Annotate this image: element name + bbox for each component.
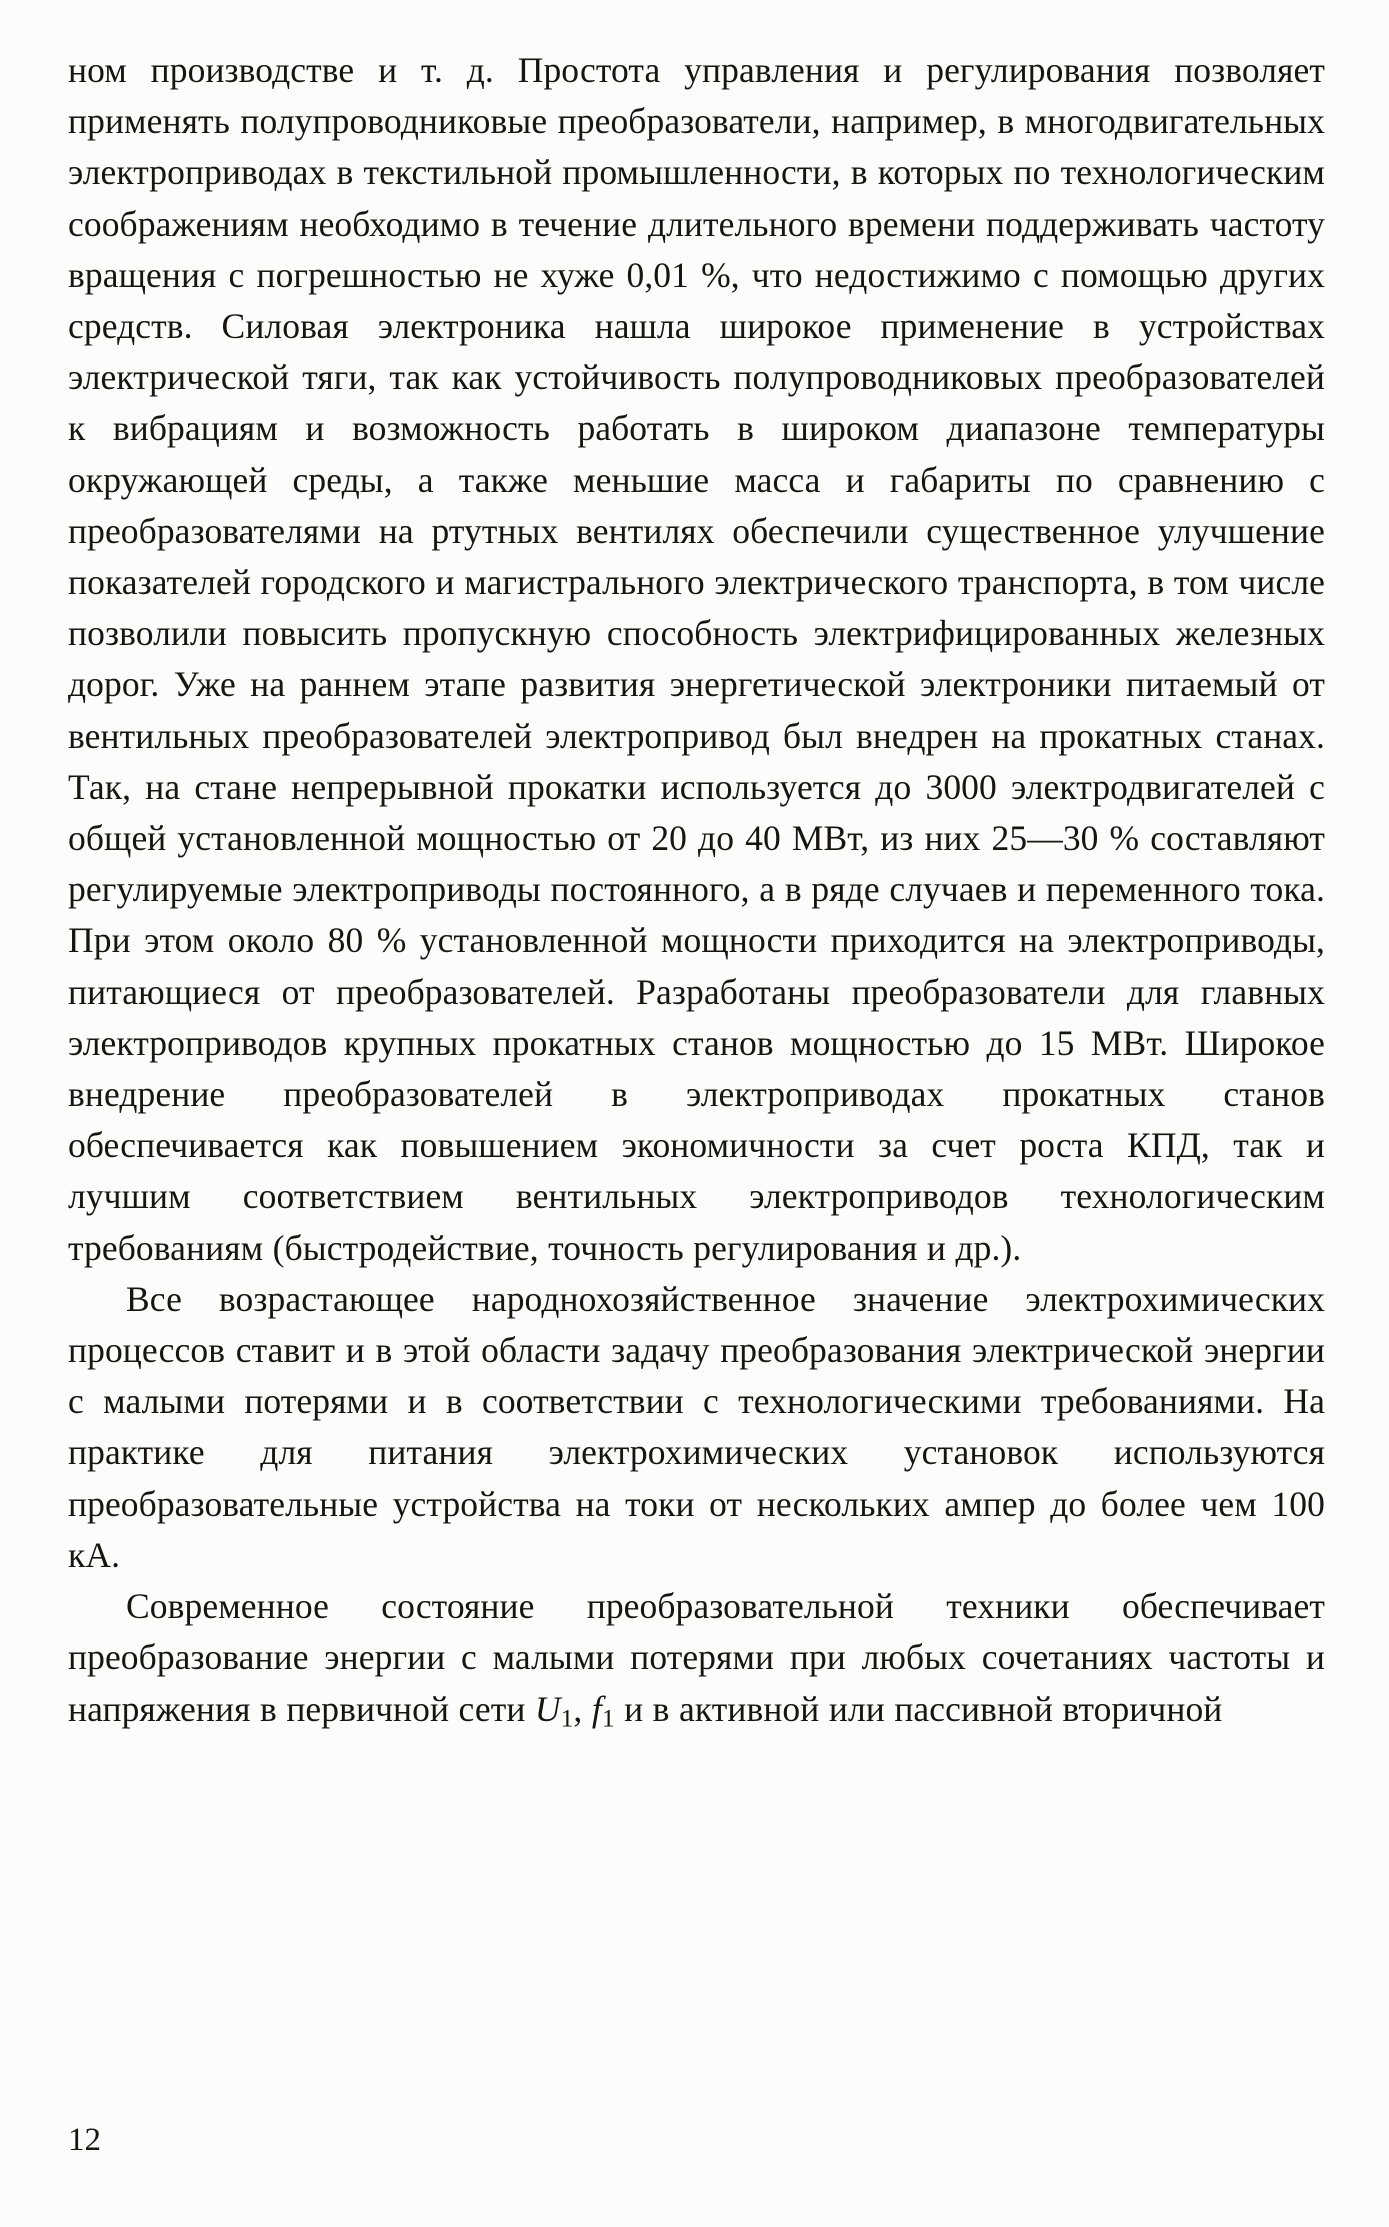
paragraph-2: Все возрастающее народнохозяйственное значение электрохимических процессов ставит и в этой области задачу преобразования электрической энергии с малыми потерями и в соответствии с технологическими требованиями. На практике для питания электрохимических установок используются преобразовательные устройства на токи от нескольких ампер до более чем 100 кА. (68, 1278, 1325, 1575)
page-number: 12 (68, 2122, 101, 2158)
symbol-f-subscript: 1 (601, 1703, 615, 1733)
text-column (68, 45, 1325, 1743)
symbol-u-subscript: 1 (560, 1703, 574, 1733)
symbol-f: f (591, 1688, 602, 1729)
symbol-u: U (534, 1688, 561, 1729)
paragraph-3 (68, 1581, 1325, 1743)
paragraph-1: ном производстве и т. д. Простота управления и регулирования позволяет применять полупроводниковые преобразователи, например, в многодвигательных электроприводах в текстильной промышленности, в которых по технологическим соображениям необходимо в течение длительного времени поддерживать частоту вращения с погрешностью не хуже 0,01 %, что недостижимо с помощью других средств. Силовая электроника нашла широкое применение в устройствах электрической тяги, так как устойчивость полупроводниковых преобразователей к вибрациям и возможность работать в широком диапазоне температуры окружающей среды, а также меньшие масса и габариты по сравнению с преобразователями на ртутных вентилях обеспечили существенное улучшение показателей городского и магистрального электрического транспорта, в том числе позволили повысить пропускную способность электрифицированных железных дорог. Уже на раннем этапе развития энергетической электроники питаемый от вентильных преобразователей электропривод был внедрен на прокатных станах. Так, на стане непрерывной прокатки используется до 3000 электродвигателей с общей установленной мощностью от 20 до 40 МВт, из них 25—30 % составляют регулируемые электроприводы постоянного, а в ряде случаев и переменного тока. При этом около 80 % установленной мощности приходится на электроприводы, питающиеся от преобразователей. Разработаны преобразователи для главных электроприводов крупных прокатных станов мощностью до 15 МВт. Широкое внедрение преобразователей в электроприводах прокатных станов обеспечивается как повышением экономичности за счет роста КПД, так и лучшим соответствием вентильных электроприводов технологическим требованиям (быстродействие, точность регулирования и др.). (68, 50, 1325, 1268)
paragraph-3-between: , (573, 1688, 592, 1729)
paragraph-3-after: и в активной или пассивной вторичной (614, 1688, 1223, 1729)
paragraph-3-before: Современное состояние преобразовательной техники обеспечивает преобразование энергии с малыми потерями при любых сочетаниях частоты и напряжения в первичной сети (68, 1586, 1325, 1729)
